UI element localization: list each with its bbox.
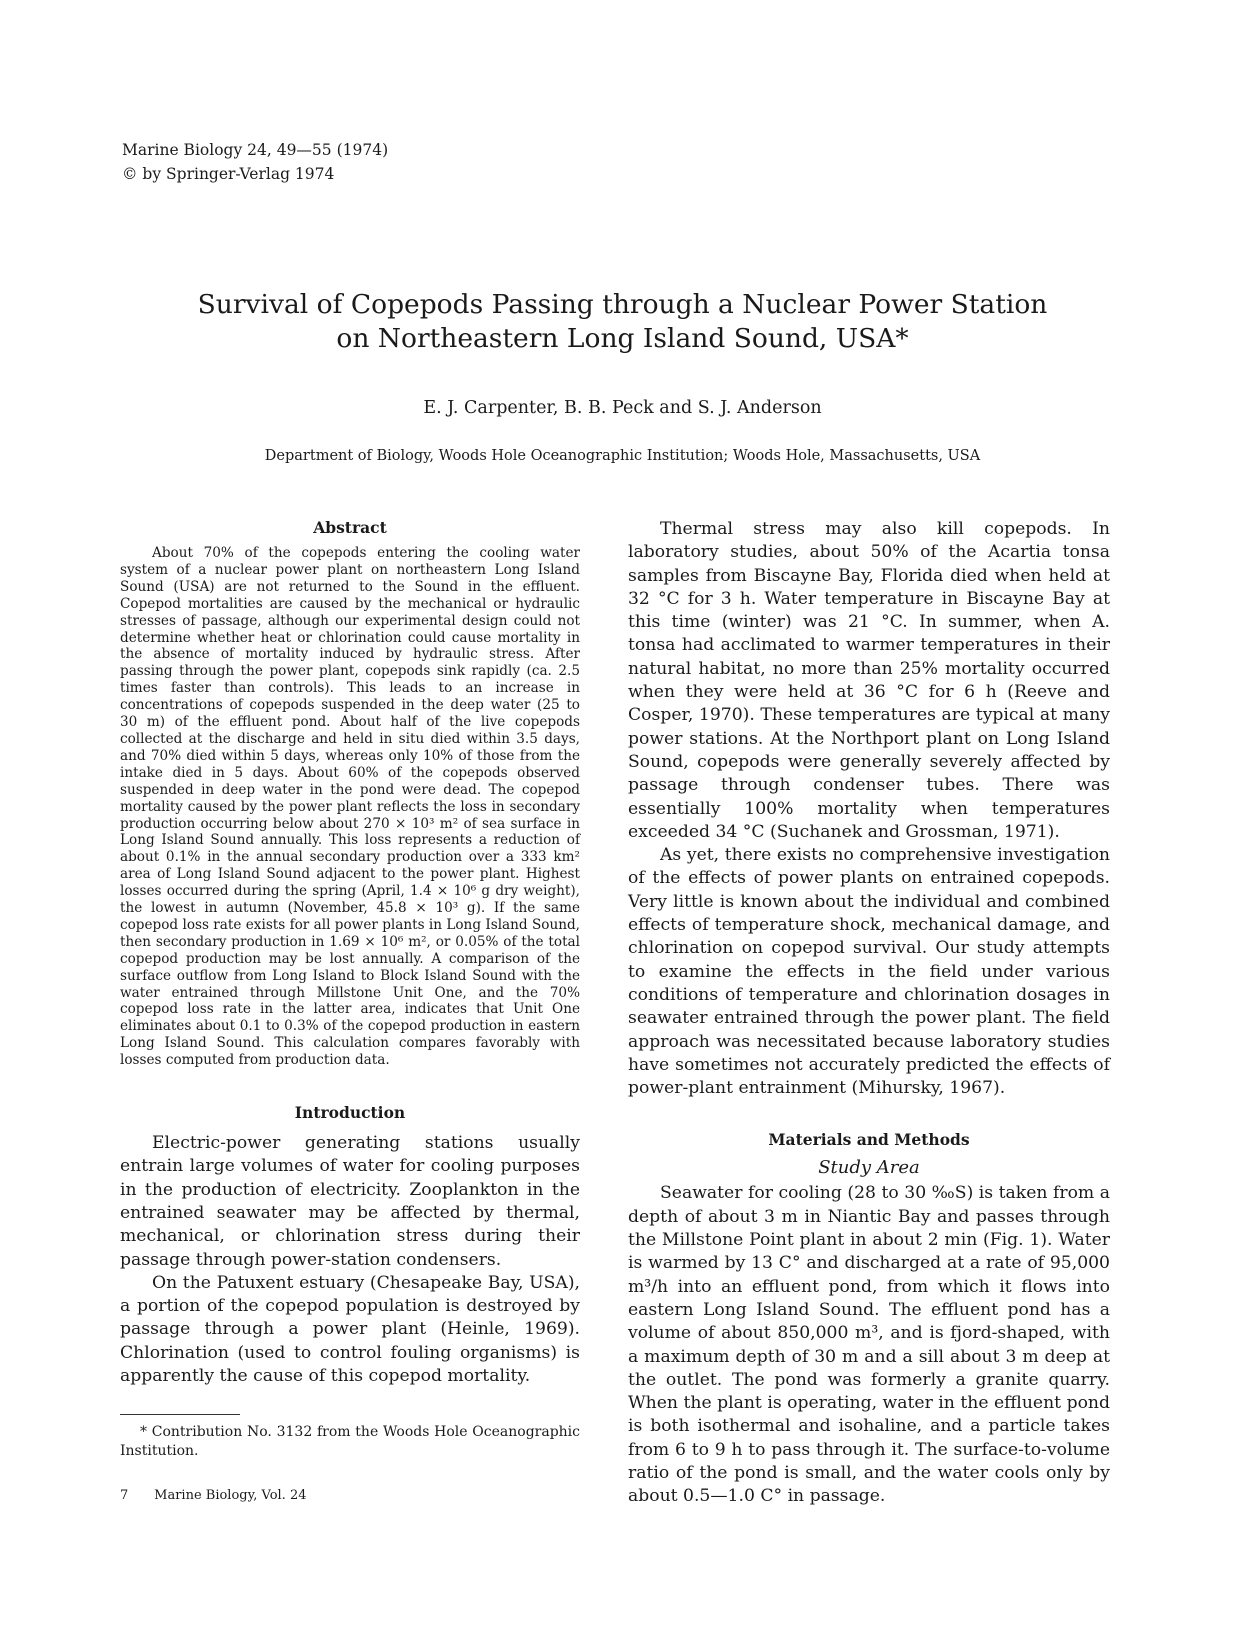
right-paragraph-1: Thermal stress may also kill copepods. In laboratory studies, about 50% of the Acartia tonsa samples from Biscayne Bay, Florida died when held at 32 °C for 3 h. Water temperature in Biscayne Bay at this time (winter) was 21 °C. In summer, when A. tonsa had acclimated to warmer temperatures in their natural habitat, no more than 25% mortality occurred when they were held at 36 °C for 6 h (Reeve and Cosper, 1970). These temperatures are typical at many power stations. At the Northport plant on Long Island Sound, copepods were generally severely affected by passage through condenser tubes. There was essentially 100% mortality when temperatures exceeded 34 °C (Suchanek and Grossman, 1971). [628, 519, 1110, 842]
left-column [120, 518, 580, 1461]
affiliation: Department of Biology, Woods Hole Oceanographic Institution; Woods Hole, Massachusetts, USA [264, 448, 981, 464]
right-paragraph-3: Seawater for cooling (28 to 30 ‰S) is taken from a depth of about 3 m in Niantic Bay and passes through the Millstone Point plant in about 2 min (Fig. 1). Water is warmed by 13 C° and discharged at a rate of 95,000 m³/h into an effluent pond, from which it flows into eastern Long Island Sound. The effluent pond has a volume of about 850,000 m³, and is fjord-shaped, with a maximum depth of 30 m and a sill about 3 m deep at the outlet. The pond was formerly a granite quarry. When the plant is operating, water in the effluent pond is both isothermal and isohaline, and a particle takes from 6 to 9 h to pass through it. The surface-to-volume ratio of the pond is small, and the water cools only by about 0.5—1.0 C° in passage. [628, 1183, 1110, 1507]
introduction-section [120, 1103, 580, 1388]
abstract-heading: Abstract [313, 518, 387, 537]
page-number: 7 [120, 1488, 129, 1503]
abstract-text: About 70% of the copepods entering the cooling water system of a nuclear power plant on northeastern Long Island Sound (USA) are not returned to the Sound in the effluent. Copepod mortalities are caused by the mechanical or hydraulic stresses of passage, although our experimental design could not determine whether heat or chlorination could cause mortality in the absence of mortality induced by hydraulic stress. After passing through the power plant, copepods sink rapidly (ca. 2.5 times faster than controls). This leads to an increase in concentrations of copepods suspended in the deep water (25 to 30 m) of the effluent pond. About half of the live copepods collected at the discharge and held in situ died within 3.5 days, and 70% died within 5 days, whereas only 10% of those from the intake died in 5 days. About 60% of the copepods observed suspended in deep water in the pond were dead. The copepod mortality caused by the power plant reflects the loss in secondary production occurring below about 270 × 10³ m² of sea surface in Long Island Sound annually. This loss represents a reduction of about 0.1% in the annual secondary production over a 333 km² area of Long Island Sound adjacent to the power plant. Highest losses occurred during the spring (April, 1.4 × 10⁶ g dry weight), the lowest in autumn (November, 45.8 × 10³ g). If the same copepod loss rate exists for all power plants in Long Island Sound, then secondary production in 1.69 × 10⁶ m², or 0.05% of the total copepod production may be lost annually. A comparison of the surface outflow from Long Island to Block Island Sound with the water entrained through Millstone Unit One, and the 70% copepod loss rate in the latter area, indicates that Unit One eliminates about 0.1 to 0.3% of the copepod production in eastern Long Island Sound. This calculation compares favorably with losses computed from production data. [120, 545, 580, 1069]
title-line-2: on Northeastern Long Island Sound, USA* [336, 323, 909, 354]
footnote-rule [120, 1414, 240, 1415]
study-area-heading: Study Area [818, 1157, 920, 1179]
methods-heading: Materials and Methods [768, 1130, 970, 1150]
copyright-line: © by Springer-Verlag 1974 [122, 165, 335, 183]
introduction-heading: Introduction [294, 1103, 406, 1123]
intro-paragraph-2: On the Patuxent estuary (Chesapeake Bay, USA), a portion of the copepod population is destroyed by passage through a power plant (Heinle, 1969). Chlorination (used to control fouling organisms) is apparently the cause of this copepod mortality. [120, 1272, 580, 1387]
authors: E. J. Carpenter, B. B. Peck and S. J. Anderson [423, 398, 822, 418]
title-line-1: Survival of Copepods Passing through a Nuclear Power Station [197, 289, 1048, 320]
right-column [628, 518, 1110, 1509]
journal-volume: Marine Biology, Vol. 24 [154, 1488, 307, 1503]
journal-line: Marine Biology 24, 49—55 (1974) [122, 141, 389, 159]
journal-citation [122, 138, 388, 186]
right-paragraph-2: As yet, there exists no comprehensive investigation of the effects of power plants on entrained copepods. Very little is known about the individual and combined effects of temperature shock, mechanical damage, and chlorination on copepod survival. Our study attempts to examine the effects in the field under various conditions of temperature and chlorination dosages in seawater entrained through the power plant. The field approach was necessitated because laboratory studies have sometimes not accurately predicted the effects of power-plant entrainment (Mihursky, 1967). [628, 845, 1110, 1099]
page-footer [120, 1488, 306, 1503]
abstract-section [120, 518, 580, 1069]
paper-title [0, 288, 1245, 356]
footnote: * Contribution No. 3132 from the Woods Hole Oceanographic Institution. [120, 1424, 580, 1460]
intro-paragraph-1: Electric-power generating stations usually entrain large volumes of water for cooling purposes in the production of electricity. Zooplankton in the entrained seawater may be affected by thermal, mechanical, or chlorination stress during their passage through power-station condensers. [120, 1133, 580, 1270]
